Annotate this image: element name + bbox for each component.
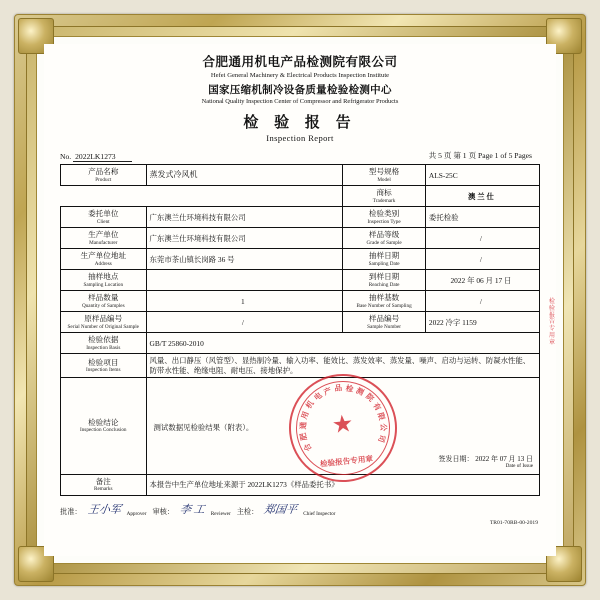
- issue-date-label-en: Date of Issue: [505, 463, 533, 470]
- label-sampling-date-cn: 抽样日期: [368, 251, 400, 261]
- value-inspection-basis: GB/T 25860-2010: [146, 333, 539, 354]
- label-sampling-location-en: Sampling Location: [83, 281, 124, 288]
- signature-footer: [60, 501, 540, 517]
- label-sample-number: [343, 312, 426, 333]
- label-remarks-en: Remarks: [94, 486, 113, 493]
- reviewer-signature: 李 工: [179, 503, 206, 516]
- label-grade-en: Grade of Sample: [366, 239, 402, 246]
- report-title-en: Inspection Report: [266, 133, 334, 144]
- label-inspection-type: [343, 207, 426, 228]
- label-remarks-cn: 备注: [95, 476, 111, 486]
- label-reaching-date: [343, 270, 426, 291]
- label-product-en: Product: [95, 176, 112, 183]
- chief-inspector-block: [237, 501, 336, 517]
- label-address-en: Address: [94, 260, 112, 267]
- value-inspection-type: 委托检验: [425, 207, 539, 228]
- page-count: 共 5 页 第 1 页 Page 1 of 5 Pages: [428, 151, 532, 161]
- label-base-number-en: Base Number of Sampling: [356, 302, 412, 309]
- approver-block: [60, 501, 146, 517]
- label-address: [61, 249, 147, 270]
- value-conclusion: 测试数据见检验结果（附表）。: [153, 423, 254, 433]
- label-model-cn: 型号规格: [368, 167, 400, 177]
- table-row: [61, 228, 540, 249]
- label-reaching-date-en: Reaching Date: [368, 281, 400, 288]
- report-number-label: No.: [60, 152, 72, 162]
- value-sample-number: 2022 冷字 1159: [425, 312, 539, 333]
- official-seal-stamp: [283, 368, 402, 487]
- label-client-cn: 委托单位: [88, 209, 119, 219]
- label-sample-number-cn: 样品编号: [368, 314, 400, 324]
- label-remarks: [61, 474, 147, 495]
- label-inspection-basis-cn: 检验依据: [88, 335, 119, 345]
- label-reaching-date-cn: 到样日期: [368, 272, 400, 282]
- label-quantity-en: Quantity of Samples: [81, 302, 125, 309]
- value-conclusion-cell: [146, 377, 539, 474]
- report-meta: [60, 150, 540, 161]
- reviewer-label: 审核：: [152, 507, 175, 516]
- table-row: [61, 249, 540, 270]
- label-conclusion-cn: 检验结论: [88, 417, 119, 427]
- label-model-en: Model: [377, 176, 391, 183]
- reviewer-label-en: Reviewer: [210, 510, 231, 517]
- label-grade-cn: 样品等级: [368, 230, 400, 240]
- label-sampling-location: [61, 270, 147, 291]
- seal-bottom-text: 检验报告专用章: [319, 453, 374, 468]
- table-row: [61, 377, 540, 474]
- label-inspection-type-cn: 检验类别: [368, 209, 400, 219]
- value-client: 广东澳兰仕环境科技有限公司: [146, 207, 343, 228]
- chief-inspector-label: 主检：: [236, 507, 259, 516]
- label-inspection-type-en: Inspection Type: [367, 218, 401, 225]
- report-number-value: 2022LK1273: [73, 152, 132, 162]
- label-conclusion: [61, 377, 147, 474]
- value-model: ALS-25C: [425, 165, 539, 186]
- label-sampling-date: [343, 249, 426, 270]
- report-number: [60, 152, 132, 161]
- issue-date-block: [439, 455, 534, 470]
- label-client: [61, 207, 147, 228]
- seal-top-text: 合 肥 通 用 机 电 产 品 检 测 院 有 限 公 司: [297, 382, 388, 453]
- label-product: [61, 165, 147, 186]
- label-manufacturer-en: Manufacturer: [89, 239, 118, 246]
- label-conclusion-en: Inspection Conclusion: [79, 427, 127, 434]
- label-quantity-cn: 样品数量: [88, 293, 119, 303]
- label-base-number: [343, 291, 426, 312]
- table-row: [61, 270, 540, 291]
- label-base-number-cn: 抽样基数: [368, 293, 400, 303]
- label-client-en: Client: [96, 218, 110, 225]
- label-manufacturer-cn: 生产单位: [88, 230, 119, 240]
- table-row: [61, 354, 540, 378]
- chief-inspector-label-en: Chief Inspector: [303, 510, 336, 517]
- label-inspection-items-cn: 检验项目: [88, 357, 119, 367]
- label-model: [343, 165, 426, 186]
- label-inspection-items-en: Inspection Items: [86, 367, 121, 374]
- value-sampling-location: [146, 270, 343, 291]
- trademark-spacer: [146, 186, 343, 207]
- organization-name-en: Hefei General Machinery & Electrical Products Inspection Institute: [210, 71, 390, 79]
- value-manufacturer: 广东澳兰仕环境科技有限公司: [146, 228, 343, 249]
- chief-inspector-signature: 郑国平: [263, 503, 298, 516]
- label-trademark-en: Trademark: [372, 197, 396, 204]
- approver-signature: 王小军: [86, 503, 122, 516]
- table-row: [61, 207, 540, 228]
- side-seal-imprint: 检 验 报 告 专 用 章: [548, 298, 556, 346]
- label-grade: [343, 228, 426, 249]
- center-name-cn: 国家压缩机制冷设备质量检验检测中心: [208, 85, 392, 97]
- label-trademark-cn: 商标: [376, 188, 392, 198]
- value-serial-number: /: [146, 312, 343, 333]
- approver-label-en: Approver: [126, 510, 147, 517]
- value-address: 东莞市茶山镇长岗路 36 号: [146, 249, 343, 270]
- seal-star-icon: ★: [330, 410, 355, 439]
- value-grade: /: [425, 228, 539, 249]
- label-inspection-items: [61, 354, 147, 378]
- issue-date-label: 签发日期：: [438, 454, 474, 463]
- label-inspection-basis: [61, 333, 147, 354]
- label-inspection-basis-en: Inspection Basis: [86, 344, 121, 351]
- center-name-en: National Quality Inspection Center of Compressor and Refrigerator Products: [201, 98, 399, 106]
- table-row: [61, 312, 540, 333]
- label-sample-number-en: Sample Number: [367, 323, 402, 330]
- table-row: [61, 291, 540, 312]
- approver-label: 批准：: [60, 507, 82, 516]
- value-quantity: 1: [146, 291, 343, 312]
- document-body: [44, 44, 556, 556]
- label-address-cn: 生产单位地址: [80, 251, 127, 261]
- label-trademark-spacer: [61, 186, 147, 207]
- reviewer-block: [152, 501, 230, 517]
- value-base-number: /: [425, 291, 539, 312]
- label-sampling-date-en: Sampling Date: [368, 260, 400, 267]
- table-row: [61, 165, 540, 186]
- value-remarks: 本报告中生产单位地址来源于 2022LK1273《样品委托书》: [146, 474, 539, 495]
- label-serial-number-en: Serial Number of Original Sample: [67, 323, 139, 330]
- value-inspection-items: 风量、出口静压（风管型）、显热制冷量、输入功率、能效比、蒸发效率、蒸发量、噪声、启动与运转、防凝水性能、防带水性能、绝缘电阻、耐电压、接地保护。: [146, 354, 539, 378]
- table-row: [61, 333, 540, 354]
- value-trademark: 澳 兰 仕: [425, 186, 539, 207]
- value-reaching-date: 2022 年 06 月 17 日: [425, 270, 539, 291]
- document-form-number: TR01-70RB-00-2019: [489, 519, 538, 526]
- label-trademark: [343, 186, 426, 207]
- label-manufacturer: [61, 228, 147, 249]
- label-serial-number-cn: 原样品编号: [84, 314, 123, 324]
- value-sampling-date: /: [425, 249, 539, 270]
- organization-name-cn: 合肥通用机电产品检测院有限公司: [202, 55, 398, 69]
- label-sampling-location-cn: 抽样地点: [88, 272, 119, 282]
- inspection-table: [60, 164, 540, 495]
- issue-date-value: 2022 年 07 月 13 日: [475, 454, 533, 463]
- label-serial-number: [61, 312, 147, 333]
- table-row: [61, 186, 540, 207]
- label-product-cn: 产品名称: [88, 167, 119, 177]
- report-title-cn: 检 验 报 告: [243, 115, 357, 132]
- value-product: 蒸发式冷风机: [146, 165, 343, 186]
- label-quantity: [61, 291, 147, 312]
